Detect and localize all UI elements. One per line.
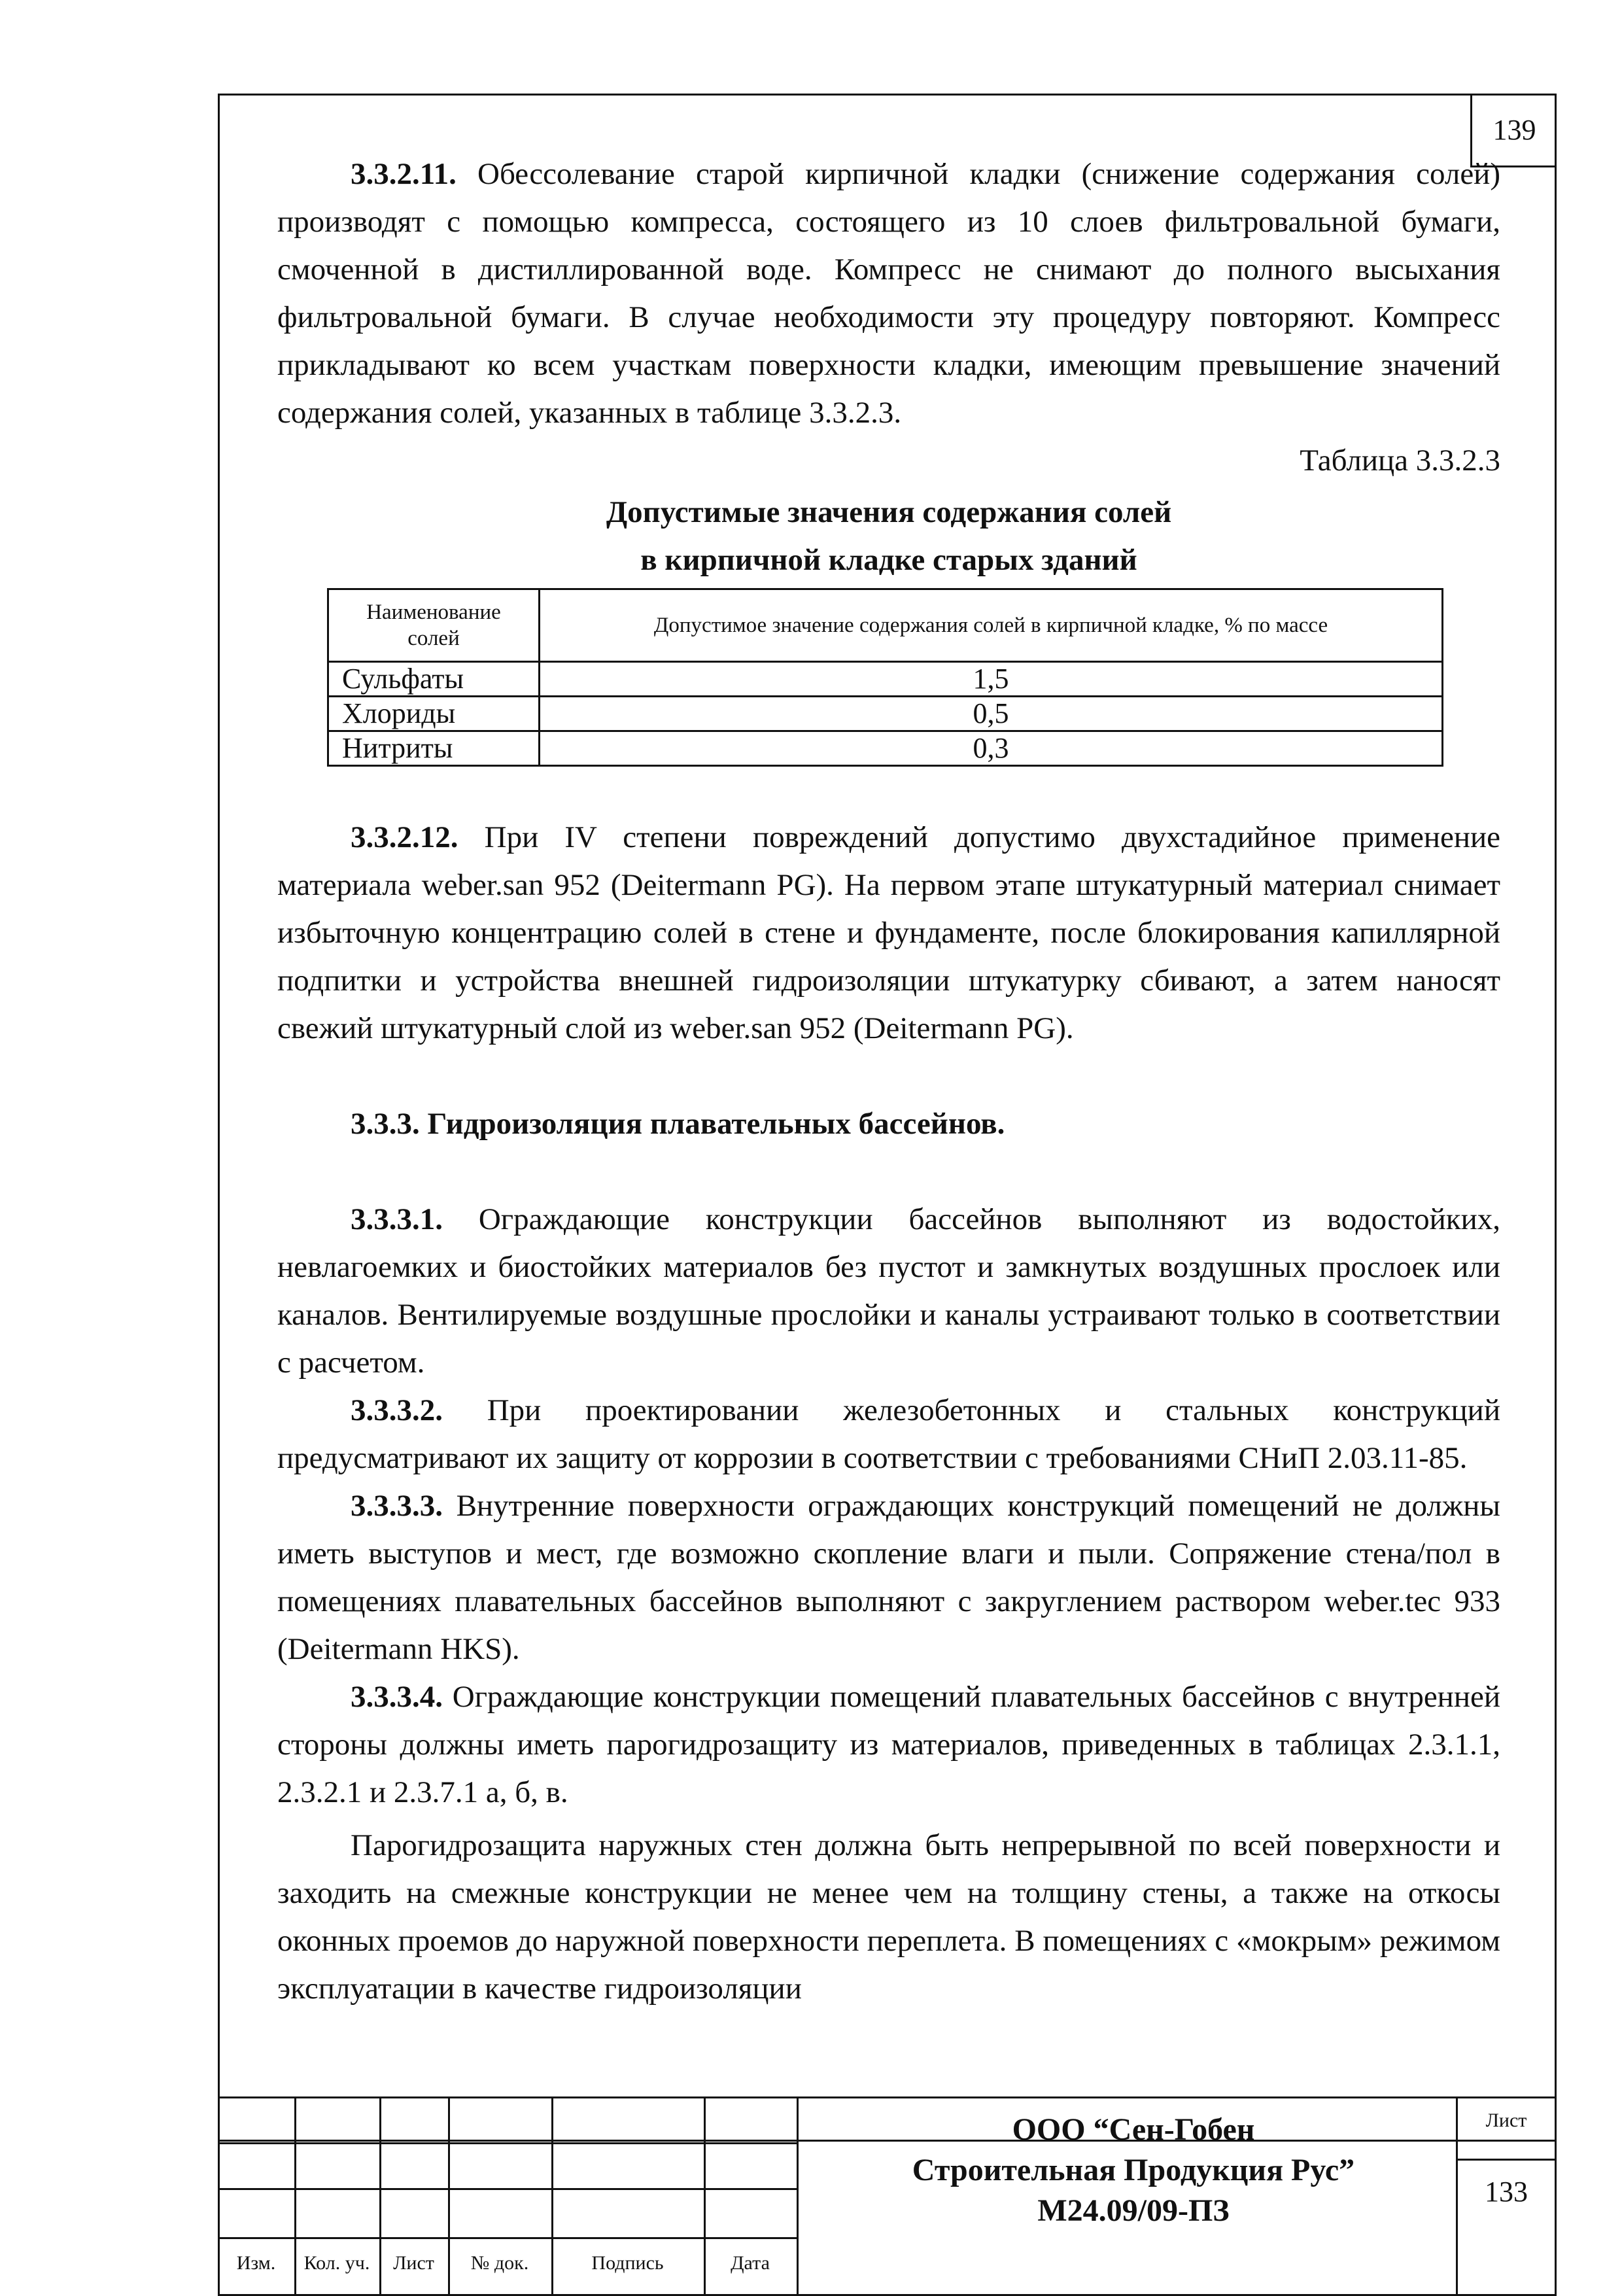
table-header-allowed-value: Допустимое значение содержания солей в кирпичной кладке, % по массе <box>540 589 1443 662</box>
paragraph-3-3-3-1 <box>277 1196 1500 1387</box>
salt-name: Хлориды <box>328 697 540 731</box>
stamp-label-date: Дата <box>731 2252 770 2274</box>
paragraph-text: При проектировании железобетонных и стальных конструкций предусматривают их защиту от коррозии в соответствии с требованиями СНиП 2.03.11-85. <box>277 1393 1500 1475</box>
org-line-2: Строительная Продукция Рус” <box>912 2153 1355 2187</box>
paragraph-3-3-3-2 <box>277 1387 1500 1482</box>
paragraph-text: Ограждающие конструкции помещений плавательных бассейнов с внутренней стороны должны иметь парогидрозащиту из материалов, приведенных в таблицах 2.3.1.1, 2.3.2.1 и 2.3.7.1 а, б, в. <box>277 1680 1500 1809</box>
table-row <box>328 662 1443 697</box>
stamp-label-change: Изм. <box>236 2252 276 2274</box>
stamp-label-count: Кол. уч. <box>303 2252 370 2274</box>
paragraph-text: При IV степени повреждений допустимо двухстадийное применение материала weber.san 952 (Deitermann PG). На первом этапе штукатурный материал снимает избыточную концентрацию солей в стене и фундаменте, после блокирования капиллярной подпитки и устройства внешней гидроизоляции штукатурку сбивают, а затем наносят свежий штукатурный слой из weber.san 952 (Deitermann PG). <box>277 820 1500 1045</box>
paragraph-vapor-barrier: Парогидрозащита наружных стен должна быть непрерывной по всей поверхности и заходить на смежные конструкции не менее чем на толщину стены, а также на откосы оконных проемов до наружной поверхности переплета. В помещениях с «мокрым» режимом эксплуатации в качестве гидроизоляции <box>277 1828 1500 2006</box>
stamp-label-signature: Подпись <box>591 2252 664 2274</box>
salt-name: Нитриты <box>328 731 540 766</box>
section-heading-3-3-3: 3.3.3. Гидроизоляция плавательных бассейнов. <box>351 1107 1005 1141</box>
stamp-divider <box>218 2188 797 2190</box>
table-row <box>328 697 1443 731</box>
table-title-line-1: Допустимые значения содержания солей <box>606 495 1172 529</box>
paragraph-3-3-3-3 <box>277 1482 1500 1673</box>
paragraph-number: 3.3.3.1. <box>351 1202 443 1236</box>
salt-value: 0,3 <box>540 731 1443 766</box>
paragraph-text: Внутренние поверхности ограждающих конструкций помещений не должны иметь выступов и мест, где возможно скопление влаги и пыли. Сопряжение стена/пол в помещениях плавательных бассейнов выполняют с закруглением раствором weber.tec 933 (Deitermann HKS). <box>277 1489 1500 1666</box>
stamp-label-sheet: Лист <box>393 2252 434 2274</box>
table-row <box>328 731 1443 766</box>
stamp-divider <box>1456 2159 1557 2161</box>
paragraph-number: 3.3.2.11. <box>351 157 457 191</box>
sheet-number: 133 <box>1485 2176 1528 2208</box>
table-title-line-2: в кирпичной кладке старых зданий <box>640 543 1137 577</box>
salt-name: Сульфаты <box>328 662 540 697</box>
salt-value: 0,5 <box>540 697 1443 731</box>
paragraph-text: Обессолевание старой кирпичной кладки (снижение содержания солей) производят с помощью компресса, состоящего из 10 слоев фильтровальной бумаги, смоченной в дистиллированной воде. Компресс не снимают до полного высыхания фильтровальной бумаги. В случае необходимости эту процедуру повторяют. Компресс прикладывают ко всем участкам поверхности кладки, имеющим превышение значений содержания солей, указанных в таблице 3.3.2.3. <box>277 157 1500 430</box>
title-block <box>218 2096 1557 2296</box>
sheet-label: Лист <box>1485 2110 1527 2131</box>
salt-value: 1,5 <box>540 662 1443 697</box>
paragraph-number: 3.3.3.4. <box>351 1680 443 1714</box>
salts-table <box>327 588 1443 767</box>
paragraph-3-3-3-4 <box>277 1673 1500 1817</box>
document-code: М24.09/09-ПЗ <box>1037 2193 1230 2228</box>
document-body <box>277 150 1500 2013</box>
paragraph-number: 3.3.3.2. <box>351 1393 443 1427</box>
page-number-top: 139 <box>1470 94 1557 167</box>
stamp-divider <box>218 2142 797 2144</box>
paragraph-number: 3.3.2.12. <box>351 820 458 854</box>
paragraph-text: Ограждающие конструкции бассейнов выполняют из водостойких, невлагоемких и биостойких материалов без пустот и замкнутых воздушных прослоек или каналов. Вентилируемые воздушные прослойки и каналы устраивают только в соответствии с расчетом. <box>277 1202 1500 1380</box>
stamp-divider <box>218 2237 797 2239</box>
organization-name <box>806 2110 1460 2231</box>
table-header-salt-name: Наименование солей <box>328 589 540 662</box>
paragraph-3-3-2-11 <box>277 150 1500 437</box>
org-line-1: ООО “Сен-Гобен <box>1012 2112 1255 2147</box>
stamp-divider <box>797 2096 799 2296</box>
paragraph-number: 3.3.3.3. <box>351 1489 443 1523</box>
table-label: Таблица 3.3.2.3 <box>1300 444 1500 478</box>
stamp-label-doc-number: № док. <box>470 2252 529 2274</box>
paragraph-3-3-2-12 <box>277 814 1500 1052</box>
